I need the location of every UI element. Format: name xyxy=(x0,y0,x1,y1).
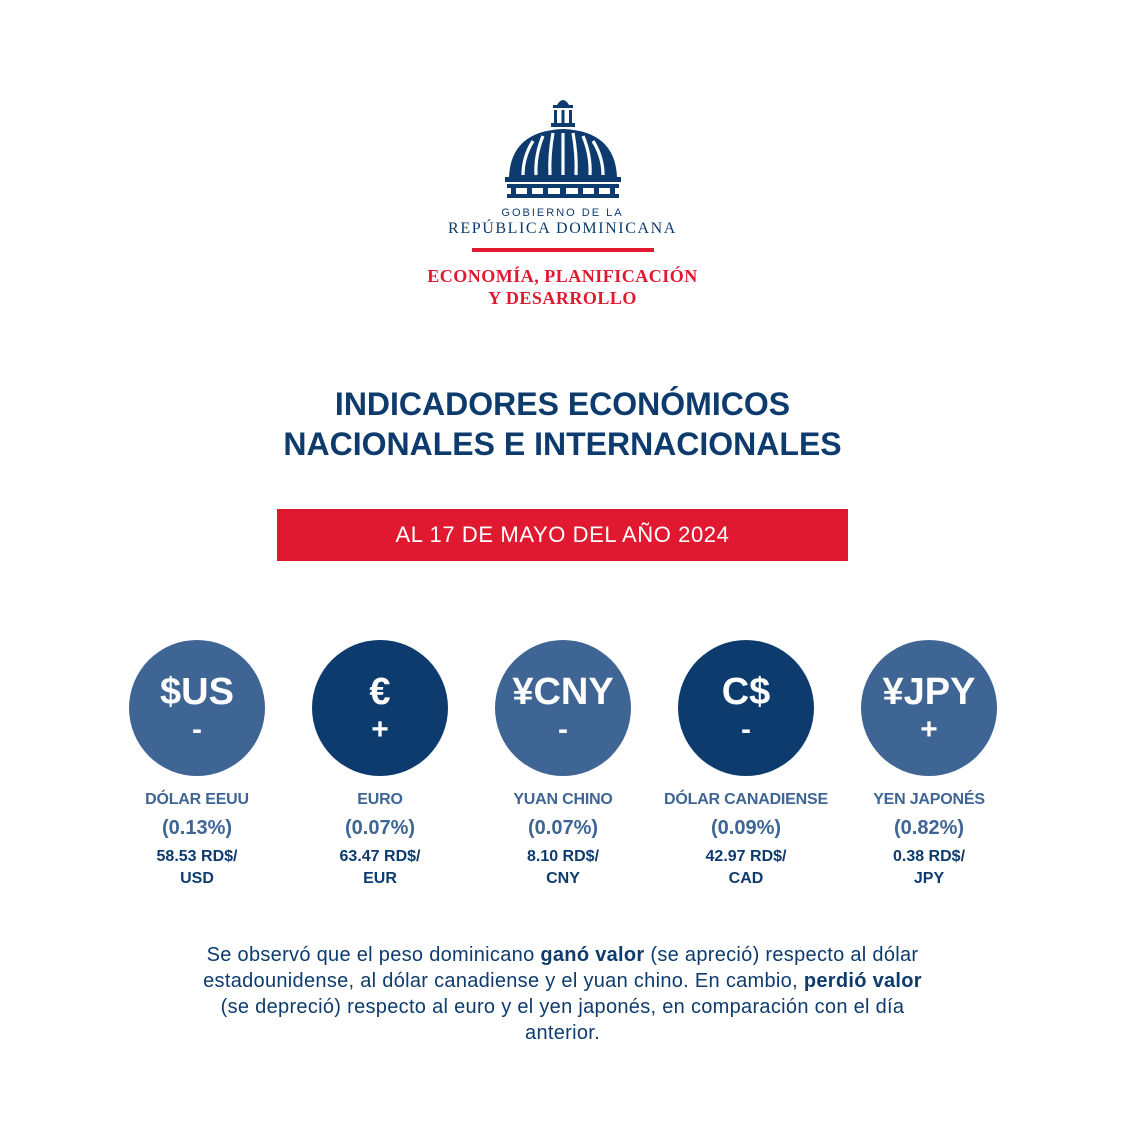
currency-name: YEN JAPONÉS xyxy=(873,791,985,808)
note-text-3: (se depreció) respecto al euro y el yen japonés, en comparación con el día anterior. xyxy=(220,996,905,1044)
currency-symbol: ¥CNY xyxy=(512,671,614,713)
title-line-2: NACIONALES E INTERNACIONALES xyxy=(283,426,842,462)
title-line-1: INDICADORES ECONÓMICOS xyxy=(334,386,791,422)
currency-rate xyxy=(473,846,653,890)
rate-line-1: 63.47 RD$/ xyxy=(339,848,421,865)
currency-percent: (0.09%) xyxy=(710,817,782,839)
ministry-name xyxy=(0,265,1125,309)
currency-rate xyxy=(839,846,1019,890)
currency-rate xyxy=(290,846,470,890)
summary-note xyxy=(190,942,935,1046)
gov-line-2: REPÚBLICA DOMINICANA xyxy=(448,220,677,237)
rate-line-2: CAD xyxy=(728,870,764,887)
currency-badge xyxy=(312,640,448,776)
currency-badge xyxy=(129,640,265,776)
note-bold-gained: ganó valor xyxy=(540,944,645,966)
gov-line-1: GOBIERNO DE LA xyxy=(501,207,624,219)
currency-percent: (0.07%) xyxy=(527,817,599,839)
currency-badge xyxy=(678,640,814,776)
currency-eur xyxy=(290,640,470,890)
currency-symbol: $US xyxy=(160,671,234,713)
currency-percent: (0.13%) xyxy=(161,817,233,839)
rate-line-1: 0.38 RD$/ xyxy=(892,848,966,865)
currency-cny xyxy=(473,640,653,890)
currency-percent: (0.07%) xyxy=(344,817,416,839)
note-text-2: (se apreció) respecto al dólar estadounidense, al dólar canadiense y el yuan chino. En cambio, xyxy=(203,944,919,992)
ministry-line-2: Y DESARROLLO xyxy=(488,288,637,308)
note-text-1: Se observó que el peso dominicano xyxy=(206,944,541,966)
change-indicator: - xyxy=(558,713,568,746)
currency-cad xyxy=(656,640,836,890)
rate-line-2: EUR xyxy=(363,870,397,887)
date-banner: AL 17 DE MAYO DEL AÑO 2024 xyxy=(277,509,848,561)
currency-name: YUAN CHINO xyxy=(513,791,613,808)
currency-name: EURO xyxy=(357,791,403,808)
currency-symbol: C$ xyxy=(721,671,771,713)
rate-line-1: 8.10 RD$/ xyxy=(526,848,600,865)
currency-badge xyxy=(861,640,997,776)
ministry-line-1: ECONOMÍA, PLANIFICACIÓN xyxy=(427,266,698,286)
currency-usd xyxy=(107,640,287,890)
currency-symbol: € xyxy=(369,671,391,713)
currency-rate xyxy=(107,846,287,890)
currency-badge xyxy=(495,640,631,776)
currency-name: DÓLAR CANADIENSE xyxy=(664,791,828,808)
currency-symbol: ¥JPY xyxy=(882,671,976,713)
rate-line-1: 42.97 RD$/ xyxy=(705,848,787,865)
currency-percent: (0.82%) xyxy=(893,817,965,839)
rate-line-2: USD xyxy=(180,870,214,887)
change-indicator: - xyxy=(741,713,751,746)
capitol-dome-icon xyxy=(503,95,623,199)
page-title xyxy=(0,384,1125,464)
note-bold-lost: perdió valor xyxy=(803,970,922,992)
rate-line-2: JPY xyxy=(913,870,945,887)
currency-jpy xyxy=(839,640,1019,890)
rate-line-1: 58.53 RD$/ xyxy=(156,848,238,865)
rate-line-2: CNY xyxy=(546,870,580,887)
currency-rate xyxy=(656,846,836,890)
logo-divider xyxy=(472,248,654,252)
change-indicator: + xyxy=(920,713,938,746)
government-logo xyxy=(0,95,1125,309)
currency-name: DÓLAR EEUU xyxy=(145,791,249,808)
change-indicator: + xyxy=(371,713,389,746)
change-indicator: - xyxy=(192,713,202,746)
